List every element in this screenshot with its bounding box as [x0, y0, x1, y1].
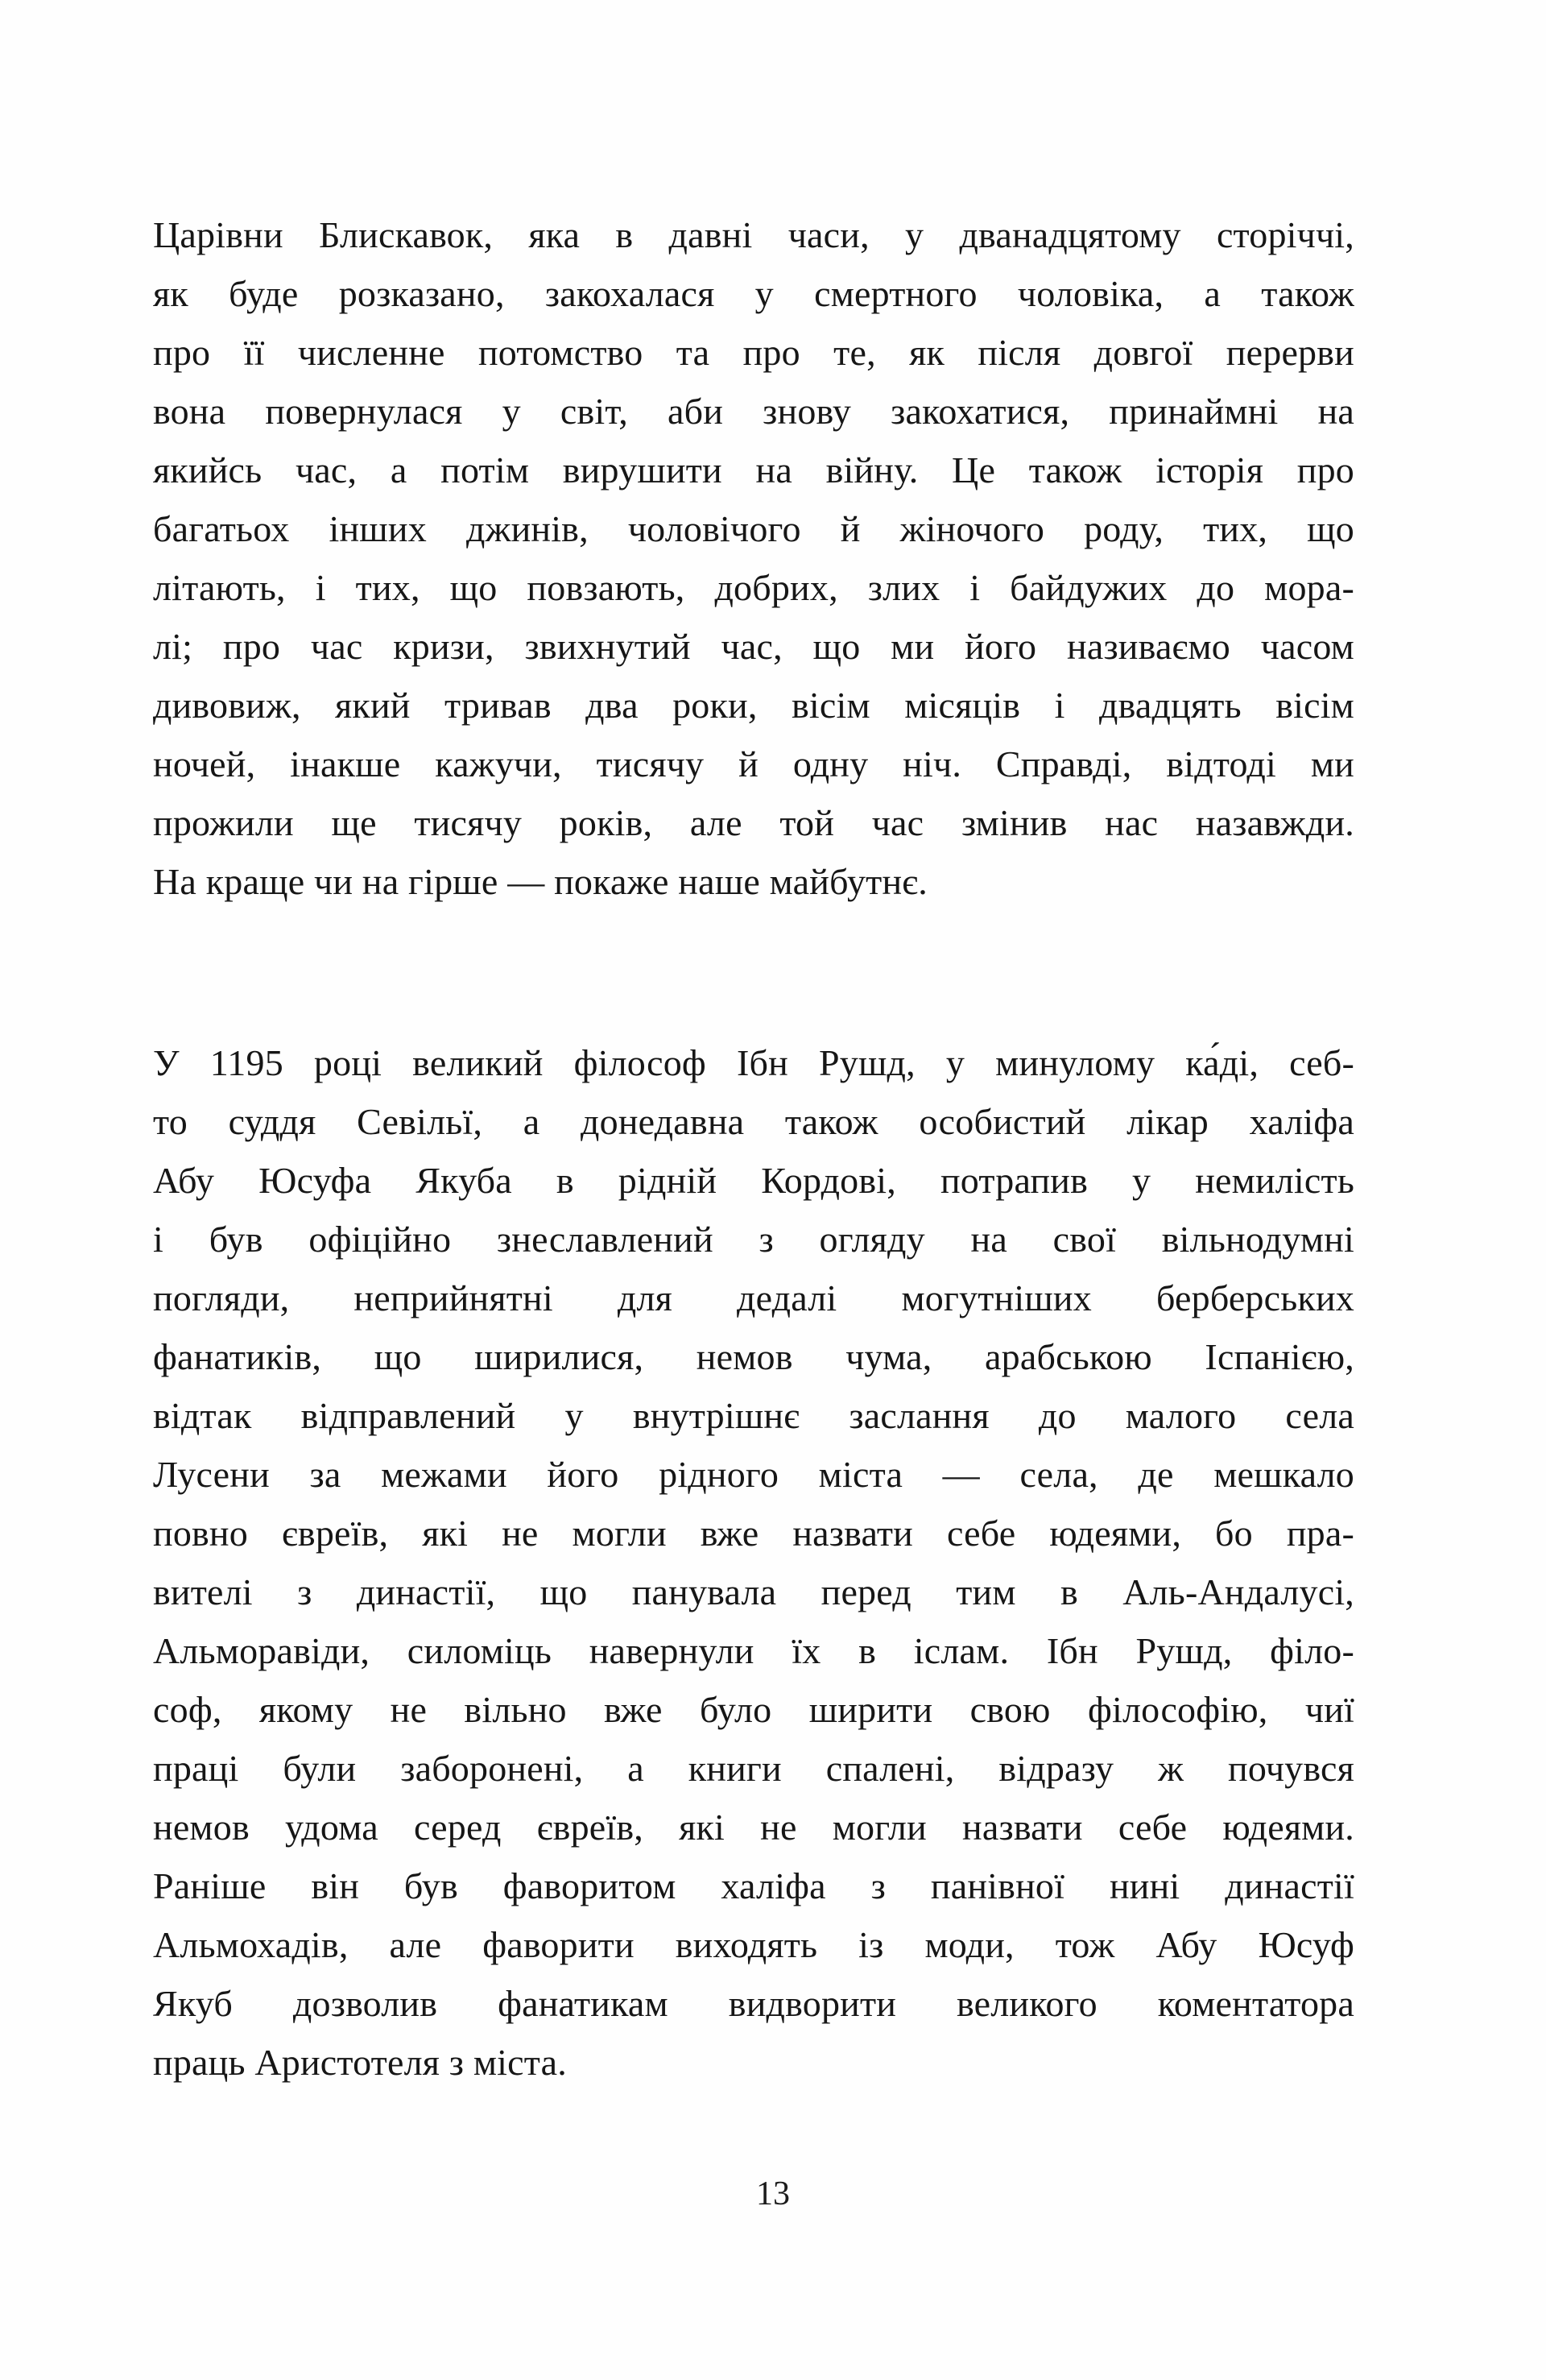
text-line: праць Аристотеля з міста.	[153, 2042, 567, 2083]
text-line: повно євреїв, які не могли вже назвати себе юдеями, бо пра-	[153, 1513, 1354, 1554]
text-line: прожили ще тисячу років, але той час змінив нас назавжди.	[153, 802, 1354, 843]
text-line: Альмохадів, але фаворити виходять із моди, тож Абу Юсуф	[153, 1924, 1354, 1965]
text-line: вона повернулася у світ, аби знову закохатися, принаймні на	[153, 391, 1354, 432]
text-line: немов удома серед євреїв, які не могли назвати себе юдеями.	[153, 1807, 1354, 1848]
text-line: багатьох інших джинів, чоловічого й жіночого роду, тих, що	[153, 508, 1354, 549]
text-line: дивовиж, який тривав два роки, вісім місяців і двадцять вісім	[153, 685, 1354, 726]
text-line: Раніше він був фаворитом халіфа з панівної нині династії	[153, 1865, 1354, 1906]
text-line: Абу Юсуфа Якуба в рідній Кордові, потрапив у немилість	[153, 1160, 1354, 1201]
text-line: літають, і тих, що повзають, добрих, злих і байдужих до мора-	[153, 567, 1354, 608]
paragraph-2	[153, 1033, 1354, 2092]
text-line: то суддя Севільї, а донедавна також особистий лікар халіфа	[153, 1101, 1354, 1142]
paragraph-1	[153, 205, 1354, 911]
text-line: вителі з династії, що панувала перед тим в Аль-Андалусі,	[153, 1571, 1354, 1612]
text-line: Лусени за межами його рідного міста — села, де мешкало	[153, 1454, 1354, 1495]
text-line: ночей, інакше кажучи, тисячу й одну ніч. Справді, відтоді ми	[153, 743, 1354, 784]
text-line: про її численне потомство та про те, як після довгої перерви	[153, 332, 1354, 373]
text-line: і був офіційно знеславлений з огляду на свої вільнодумні	[153, 1219, 1354, 1260]
text-line: праці були заборонені, а книги спалені, відразу ж почувся	[153, 1748, 1354, 1789]
text-line: Царівни Блискавок, яка в давні часи, у дванадцятому сторіччі,	[153, 214, 1354, 255]
text-line: як буде розказано, закохалася у смертного чоловіка, а також	[153, 273, 1354, 314]
text-line: соф, якому не вільно вже було ширити свою філософію, чиї	[153, 1689, 1354, 1730]
text-line: лі; про час кризи, звихнутий час, що ми його називаємо часом	[153, 626, 1354, 667]
text-line: Якуб дозволив фанатикам видворити великого коментатора	[153, 1983, 1354, 2024]
text-line: У 1195 році великий філософ Ібн Рушд, у минулому ка́ді, себ-	[153, 1042, 1354, 1083]
text-line: погляди, неприйнятні для дедалі могутніших берберських	[153, 1277, 1354, 1318]
text-line: якийсь час, а потім вирушити на війну. Це також історія про	[153, 449, 1354, 490]
page-number: 13	[756, 2175, 790, 2212]
text-line: фанатиків, що ширилися, немов чума, арабською Іспанією,	[153, 1336, 1354, 1377]
text-line: Альморавіди, силоміць навернули їх в іслам. Ібн Рушд, філо-	[153, 1630, 1354, 1671]
text-line: відтак відправлений у внутрішнє заслання до малого села	[153, 1395, 1354, 1436]
text-line: На краще чи на гірше — покаже наше майбутнє.	[153, 861, 928, 902]
body-text	[153, 205, 1354, 2092]
